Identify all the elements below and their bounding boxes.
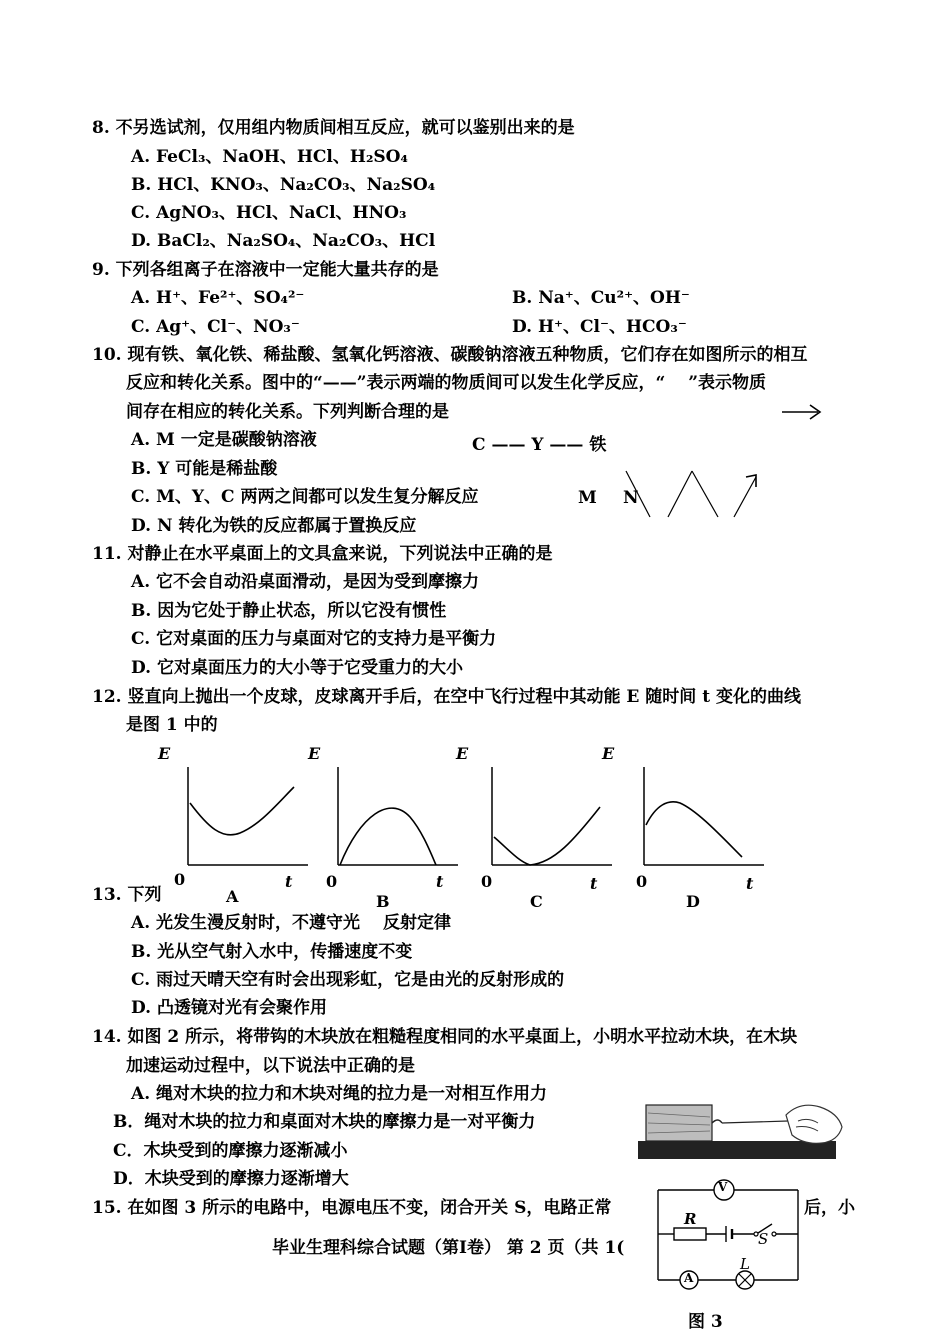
voltmeter-label: V	[718, 1180, 728, 1194]
q13-stem: 13. 下列	[92, 885, 162, 905]
q8-option-d: D. BaCl₂、Na₂SO₄、Na₂CO₃、HCl	[131, 231, 436, 251]
ammeter-label: A	[684, 1271, 694, 1285]
q13-option-a: A. 光发生漫反射时，不遵守光 反射定律	[131, 913, 451, 933]
q11-option-b: B. 因为它处于静止状态，所以它没有惯性	[131, 601, 447, 621]
graph-a-label: A	[226, 887, 239, 906]
q11-option-a: A. 它不会自动沿桌面滑动，是因为受到摩擦力	[131, 572, 480, 592]
q15-stem-left: 15. 在如图 3 所示的电路中，电源电压不变，闭合开关 S，电路正常	[92, 1198, 612, 1218]
graph-a	[170, 765, 310, 870]
resistor-label: R	[684, 1210, 697, 1228]
q9-option-d: D. H⁺、Cl⁻、HCO₃⁻	[512, 317, 687, 337]
q14-stem-line2: 加速运动过程中，以下说法中正确的是	[126, 1056, 415, 1076]
graph-a-x-axis-label: t	[285, 872, 293, 891]
q8-stem: 8. 不另选试剂，仅用组内物质间相互反应，就可以鉴别出来的是	[92, 118, 575, 138]
q10-option-a: A. M 一定是碳酸钠溶液	[131, 430, 317, 450]
reaction-diagram-lines	[618, 465, 768, 523]
switch-label: S	[758, 1230, 769, 1248]
q13-option-d: D. 凸透镜对光有会聚作用	[131, 998, 327, 1018]
graph-a-y-axis-label: E	[158, 744, 171, 763]
figure-2-block-image	[638, 1095, 844, 1163]
graph-b-x-axis-label: t	[436, 872, 444, 891]
figure-3-circuit	[652, 1176, 804, 1294]
q14-option-b: B．绳对木块的拉力和桌面对木块的摩擦力是一对平衡力	[113, 1112, 536, 1132]
page-footer: 毕业生理科综合试题（第Ⅰ卷） 第 2 页（共 1(	[272, 1238, 625, 1258]
q9-option-c: C. Ag⁺、Cl⁻、NO₃⁻	[131, 317, 300, 337]
lamp-label: L	[740, 1255, 750, 1273]
q10-stem-line2: 反应和转化关系。图中的“——”表示两端的物质间可以发生化学反应，“ ”表示物质	[126, 373, 767, 393]
q8-option-c: C. AgNO₃、HCl、NaCl、HNO₃	[131, 203, 407, 223]
q10-option-c: C. M、Y、C 两两之间都可以发生复分解反应	[131, 487, 479, 507]
q8-option-b: B. HCl、KNO₃、Na₂CO₃、Na₂SO₄	[131, 175, 436, 195]
graph-d-origin: 0	[636, 872, 648, 891]
q11-stem: 11. 对静止在水平桌面上的文具盒来说，下列说法中正确的是	[92, 544, 553, 564]
figure-3-caption: 图 3	[688, 1312, 723, 1332]
q14-stem-line1: 14. 如图 2 所示，将带钩的木块放在粗糙程度相同的水平桌面上，小明水平拉动木块，在木块	[92, 1027, 798, 1047]
q9-stem: 9. 下列各组离子在溶液中一定能大量共存的是	[92, 260, 439, 280]
q10-stem-line3: 间存在相应的转化关系。下列判断合理的是	[126, 402, 449, 422]
reaction-diagram-top-row: C —— Y —— 铁	[472, 435, 607, 455]
q11-option-c: C. 它对桌面的压力与桌面对它的支持力是平衡力	[131, 629, 497, 649]
graph-c-y-axis-label: E	[456, 744, 469, 763]
q12-stem-line2: 是图 1 中的	[126, 715, 218, 735]
graph-d-y-axis-label: E	[602, 744, 615, 763]
q10-option-d: D. N 转化为铁的反应都属于置换反应	[131, 516, 417, 536]
reaction-diagram-n: N	[623, 488, 639, 508]
graph-a-origin: 0	[174, 870, 186, 889]
q8-option-a: A. FeCl₃、NaOH、HCl、H₂SO₄	[131, 147, 408, 167]
graph-d	[626, 765, 766, 870]
graph-c-label: C	[530, 892, 543, 911]
graph-d-label: D	[686, 892, 700, 911]
graph-c	[474, 765, 614, 870]
q13-option-b: B. 光从空气射入水中，传播速度不变	[131, 942, 413, 962]
graph-b-y-axis-label: E	[308, 744, 321, 763]
graph-c-origin: 0	[481, 872, 493, 891]
q14-option-d: D．木块受到的摩擦力逐渐增大	[113, 1169, 349, 1189]
graph-c-x-axis-label: t	[590, 874, 598, 893]
reaction-diagram-m: M	[578, 488, 597, 508]
q11-option-d: D. 它对桌面压力的大小等于它受重力的大小	[131, 658, 463, 678]
q10-stem-line1: 10. 现有铁、氧化铁、稀盐酸、氢氧化钙溶液、碳酸钠溶液五种物质，它们存在如图所示的相互	[92, 345, 808, 365]
graph-b-origin: 0	[326, 872, 338, 891]
conversion-arrow-icon	[780, 402, 824, 422]
q14-option-a: A. 绳对木块的拉力和木块对绳的拉力是一对相互作用力	[131, 1084, 548, 1104]
q9-option-b: B. Na⁺、Cu²⁺、OH⁻	[512, 288, 690, 308]
q10-option-b: B. Y 可能是稀盐酸	[131, 459, 278, 479]
graph-d-x-axis-label: t	[746, 874, 754, 893]
q13-option-c: C. 雨过天晴天空有时会出现彩虹，它是由光的反射形成的	[131, 970, 565, 990]
graph-b	[320, 765, 460, 870]
graph-b-label: B	[376, 892, 390, 911]
q14-option-c: C．木块受到的摩擦力逐渐减小	[113, 1141, 348, 1161]
q15-stem-right: 后，小	[804, 1198, 855, 1218]
q12-stem-line1: 12. 竖直向上抛出一个皮球，皮球离开手后，在空中飞行过程中其动能 E 随时间 t 变化的曲线	[92, 687, 801, 707]
q9-option-a: A. H⁺、Fe²⁺、SO₄²⁻	[131, 288, 305, 308]
